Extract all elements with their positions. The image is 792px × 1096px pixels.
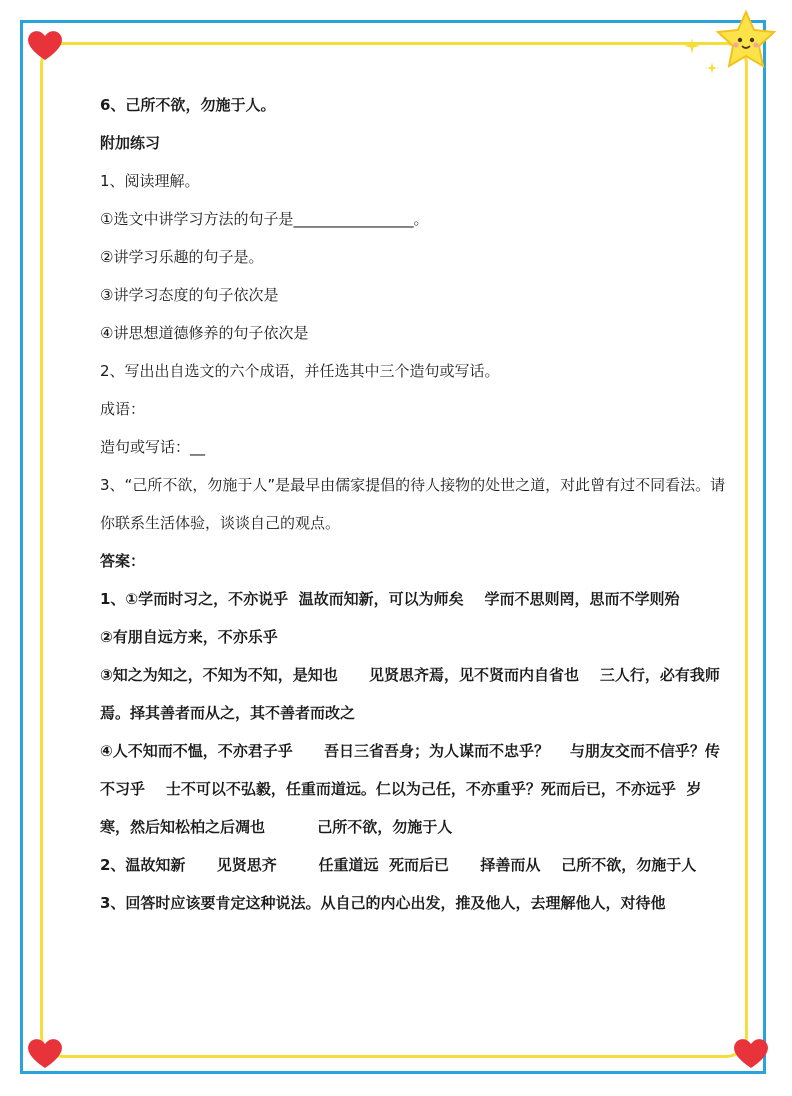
extra-practice-title: 附加练习 <box>100 134 161 152</box>
heart-icon <box>732 1036 770 1070</box>
reading-comprehension: 1、阅读理解。 <box>100 172 200 190</box>
answer-3: 3、回答时应该要肯定这种说法。从自己的内心出发，推及他人，去理解他人，对待他 <box>100 894 666 912</box>
question-6: 6、己所不欲，勿施于人。 <box>100 96 276 114</box>
sub-question-2: ②讲学习乐趣的句子是。 <box>100 248 264 266</box>
answer-2: 2、温故知新 见贤思齐 任重道远 死而后已 择善而从 己所不欲，勿施于人 <box>100 856 697 874</box>
question-2: 2、写出出自选文的六个成语，并任选其中三个造句或写话。 <box>100 362 500 380</box>
answer-title: 答案： <box>100 552 146 570</box>
sparkle-icon <box>684 38 700 54</box>
answer-1-2: ②有朋自远方来，不亦乐乎 <box>100 628 278 646</box>
sub-question-3: ③讲学习态度的句子依次是 <box>100 286 279 304</box>
sub-question-4: ④讲思想道德修养的句子依次是 <box>100 324 309 342</box>
heart-icon <box>26 1036 64 1070</box>
heart-icon <box>26 28 64 62</box>
answer-1-1: 1、①学而时习之，不亦说乎 温故而知新，可以为师矣 学而不思则罔，思而不学则殆 <box>100 590 680 608</box>
idiom-label: 成语： <box>100 400 146 418</box>
answer-1-4: ④人不知而不愠，不亦君子乎 吾日三省吾身；为人谋而不忠乎？ 与朋友交而不信乎？传不习乎 士不可以不弘毅，任重而道远。仁以为己任，不亦重乎？死而后已，不亦远乎 岁寒，然后知松柏之后凋也 己所不欲，勿施于人 <box>100 742 720 836</box>
question-3: 3、“己所不欲，勿施于人”是最早由儒家提倡的待人接物的处世之道，对此曾有过不同看法。请你联系生活体验，谈谈自己的观点。 <box>100 476 726 532</box>
sentence-label: 造句或写话：__ <box>100 438 206 456</box>
answer-1-3: ③知之为知之，不知为不知，是知也 见贤思齐焉，见不贤而内自省也 三人行，必有我师焉。择其善者而从之，其不善者而改之 <box>100 666 720 722</box>
sparkle-icon <box>706 62 718 74</box>
sub-question-1: ①选文中讲学习方法的句子是________________。 <box>100 210 429 228</box>
document-body <box>100 86 726 922</box>
